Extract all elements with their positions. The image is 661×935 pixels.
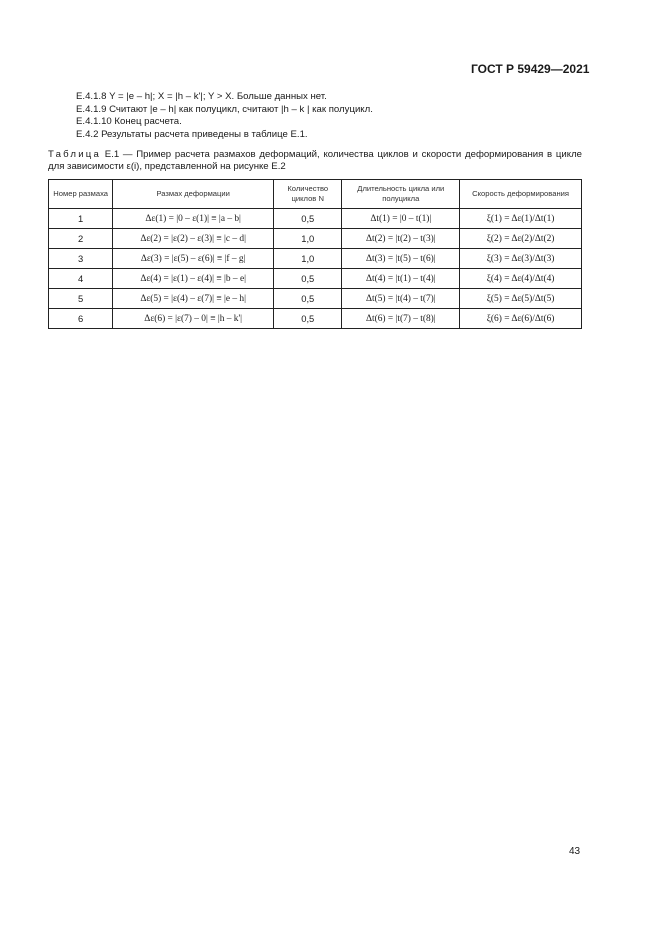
table-caption-text: Е.1 — Пример расчета размахов деформаций, количества циклов и скорости деформирования в цикле для зависимости ε(i), представленной на рисунке Е.2	[48, 149, 583, 172]
cell-number: 4	[49, 269, 113, 289]
cell-cycles: 1,0	[274, 229, 342, 249]
cell-strain-range: Δε(2) = |ε(2) – ε(3)| ≡ |c – d|	[113, 229, 274, 249]
header-cycle-count: Количество циклов N	[274, 180, 342, 209]
document-standard-header: ГОСТ Р 59429—2021	[471, 62, 590, 76]
table-caption	[48, 149, 582, 173]
cell-duration: Δt(3) = |t(5) – t(6)|	[342, 249, 460, 269]
cell-rate: ξ(4) = Δε(4)/Δt(4)	[460, 269, 582, 289]
table-row	[49, 249, 582, 269]
paragraph-e4110: Е.4.1.10 Конец расчета.	[76, 116, 182, 127]
cell-strain-range: Δε(4) = |ε(1) – ε(4)| ≡ |b – e|	[113, 269, 274, 289]
cell-rate: ξ(6) = Δε(6)/Δt(6)	[460, 309, 582, 329]
cell-rate: ξ(5) = Δε(5)/Δt(5)	[460, 289, 582, 309]
table-caption-label: Таблица	[48, 149, 102, 160]
table-row	[49, 269, 582, 289]
cell-number: 3	[49, 249, 113, 269]
results-table	[48, 179, 582, 329]
paragraph-e419: Е.4.1.9 Считают |e – h| как полуцикл, считают |h – k | как полуцикл.	[76, 104, 373, 115]
table-row	[49, 209, 582, 229]
cell-number: 2	[49, 229, 113, 249]
cell-strain-range: Δε(1) = |0 – ε(1)| ≡ |a – b|	[113, 209, 274, 229]
header-range-number: Номер размаха	[49, 180, 113, 209]
cell-duration: Δt(4) = |t(1) – t(4)|	[342, 269, 460, 289]
cell-rate: ξ(3) = Δε(3)/Δt(3)	[460, 249, 582, 269]
cell-duration: Δt(2) = |t(2) – t(3)|	[342, 229, 460, 249]
cell-rate: ξ(2) = Δε(2)/Δt(2)	[460, 229, 582, 249]
header-strain-rate: Скорость деформирования	[460, 180, 582, 209]
page-number: 43	[569, 846, 581, 857]
cell-number: 5	[49, 289, 113, 309]
cell-strain-range: Δε(6) = |ε(7) – 0| ≡ |h – k'|	[113, 309, 274, 329]
cell-duration: Δt(1) = |0 – t(1)|	[342, 209, 460, 229]
paragraph-e42: Е.4.2 Результаты расчета приведены в таблице Е.1.	[76, 129, 308, 140]
header-cycle-duration: Длительность цикла или полуцикла	[342, 180, 460, 209]
cell-number: 6	[49, 309, 113, 329]
cell-cycles: 0,5	[274, 209, 342, 229]
cell-strain-range: Δε(5) = |ε(4) – ε(7)| ≡ |e – h|	[113, 289, 274, 309]
header-strain-range: Размах деформации	[113, 180, 274, 209]
cell-cycles: 0,5	[274, 309, 342, 329]
cell-rate: ξ(1) = Δε(1)/Δt(1)	[460, 209, 582, 229]
table-header-row	[49, 180, 582, 209]
cell-duration: Δt(5) = |t(4) – t(7)|	[342, 289, 460, 309]
cell-strain-range: Δε(3) = |ε(5) – ε(6)| ≡ |f – g|	[113, 249, 274, 269]
cell-cycles: 0,5	[274, 289, 342, 309]
table-row	[49, 229, 582, 249]
cell-cycles: 1,0	[274, 249, 342, 269]
paragraph-e418: Е.4.1.8 Y = |e – h|; X = |h – k'|; Y > X. Больше данных нет.	[76, 91, 327, 102]
cell-number: 1	[49, 209, 113, 229]
cell-cycles: 0,5	[274, 269, 342, 289]
cell-duration: Δt(6) = |t(7) – t(8)|	[342, 309, 460, 329]
table-row	[49, 309, 582, 329]
table-row	[49, 289, 582, 309]
